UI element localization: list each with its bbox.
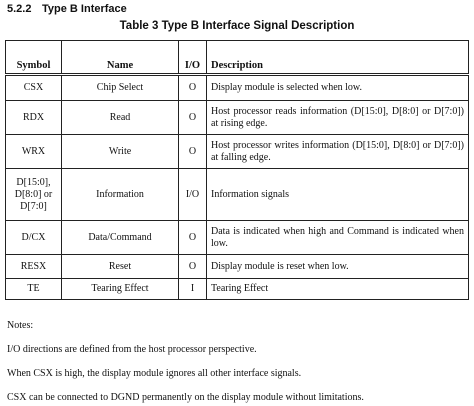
cell-name: Chip Select [62,75,179,101]
table-row [6,255,469,279]
cell-io: I/O [179,169,207,221]
cell-name: Tearing Effect [62,279,179,300]
cell-description: Information signals [207,169,469,221]
notes-heading: Notes: [7,320,34,331]
cell-name: Write [62,135,179,169]
table-caption: Table 3 Type B Interface Signal Description [119,20,355,32]
cell-io: I [179,279,207,300]
table-row [6,221,469,255]
cell-symbol: D[15:0], D[8:0] or D[7:0] [6,169,62,221]
cell-io: O [179,135,207,169]
note-item: When CSX is high, the display module ignores all other interface signals. [7,368,302,379]
cell-description: Host processor reads information (D[15:0], D[8:0] or D[7:0]) at rising edge. [207,101,469,135]
cell-description: Host processor writes information (D[15:0], D[8:0] or D[7:0]) at falling edge. [207,135,469,169]
cell-symbol: RDX [6,101,62,135]
table-row [6,169,469,221]
cell-io: O [179,75,207,101]
cell-name: Data/Command [62,221,179,255]
cell-symbol: RESX [6,255,62,279]
section-title: Type B Interface [42,3,127,15]
cell-description: Display module is reset when low. [207,255,469,279]
section-number: 5.2.2 [7,3,32,15]
cell-description: Display module is selected when low. [207,75,469,101]
header-symbol: Symbol [6,41,62,75]
cell-io: O [179,255,207,279]
note-item: I/O directions are defined from the host processor perspective. [7,344,257,355]
table-row [6,75,469,101]
signal-description-table [5,40,469,300]
cell-name: Read [62,101,179,135]
cell-symbol: D/CX [6,221,62,255]
section-heading [7,3,127,15]
table-row [6,135,469,169]
table-header-row [6,41,469,75]
cell-symbol: CSX [6,75,62,101]
cell-name: Reset [62,255,179,279]
header-name: Name [62,41,179,75]
header-io: I/O [179,41,207,75]
table-row [6,101,469,135]
cell-description: Tearing Effect [207,279,469,300]
cell-symbol: TE [6,279,62,300]
cell-io: O [179,221,207,255]
note-item: CSX can be connected to DGND permanently on the display module without limitations. [7,392,364,403]
cell-io: O [179,101,207,135]
header-description: Description [207,41,469,75]
cell-description: Data is indicated when high and Command is indicated when low. [207,221,469,255]
table-row [6,279,469,300]
cell-symbol: WRX [6,135,62,169]
cell-name: Information [62,169,179,221]
